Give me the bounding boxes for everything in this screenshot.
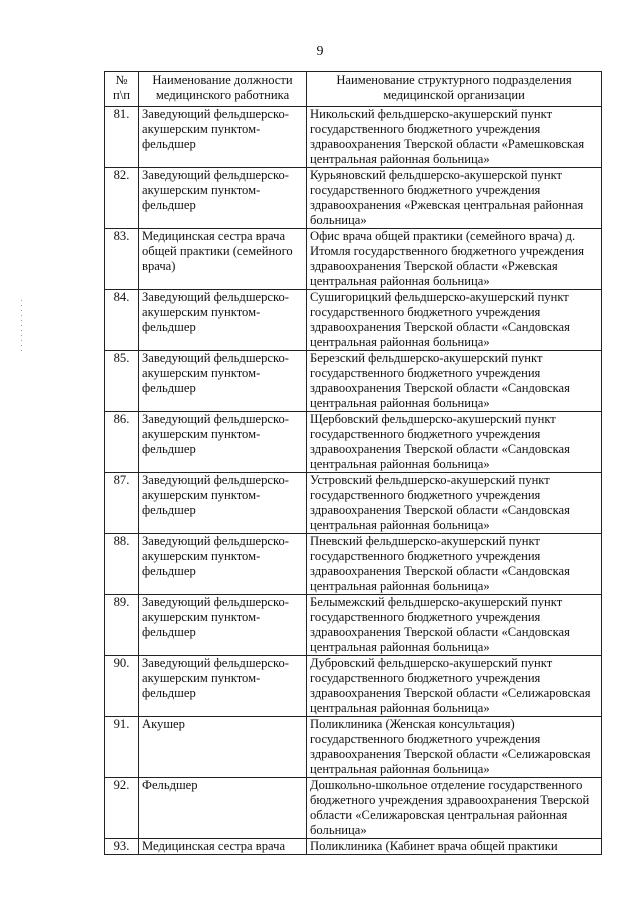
row-position: Акушер — [139, 717, 307, 778]
row-position: Заведующий фельдшерско-акушерским пунктом-фельдшер — [139, 534, 307, 595]
row-number: 81. — [105, 107, 139, 168]
row-organization: Никольский фельдшерско-акушерский пункт государственного бюджетного учреждения здравоохранения Тверской области «Рамешковская центральная районная больница» — [307, 107, 602, 168]
row-organization: Щербовский фельдшерско-акушерский пункт государственного бюджетного учреждения здравоохранения Тверской области «Сандовская центральная районная больница» — [307, 412, 602, 473]
row-number: 82. — [105, 168, 139, 229]
row-number: 90. — [105, 656, 139, 717]
row-number: 85. — [105, 351, 139, 412]
table-row — [105, 534, 602, 595]
row-organization: Устровский фельдшерско-акушерский пункт государственного бюджетного учреждения здравоохранения Тверской области «Сандовская центральная районная больница» — [307, 473, 602, 534]
row-position: Фельдшер — [139, 778, 307, 839]
row-position: Заведующий фельдшерско-акушерским пунктом-фельдшер — [139, 473, 307, 534]
header-position: Наименование должности медицинского работника — [139, 72, 307, 107]
row-number: 83. — [105, 229, 139, 290]
row-organization: Поликлиника (Женская консультация) государственного бюджетного учреждения здравоохранения Тверской области «Селижаровская центральная районная больница» — [307, 717, 602, 778]
table-row — [105, 778, 602, 839]
row-organization: Курьяновский фельдшерско-акушерской пункт государственного бюджетного учреждения здравоохранения «Ржевская центральная районная больница» — [307, 168, 602, 229]
table-row — [105, 168, 602, 229]
row-number: 84. — [105, 290, 139, 351]
row-position: Медицинская сестра врача общей практики (семейного врача) — [139, 229, 307, 290]
row-position: Заведующий фельдшерско-акушерским пунктом-фельдшер — [139, 656, 307, 717]
row-position: Медицинская сестра врача — [139, 839, 307, 855]
row-position: Заведующий фельдшерско-акушерским пунктом-фельдшер — [139, 412, 307, 473]
table-row — [105, 107, 602, 168]
margin-scan-mark — [21, 300, 22, 352]
row-number: 88. — [105, 534, 139, 595]
row-position: Заведующий фельдшерско-акушерским пунктом-фельдшер — [139, 595, 307, 656]
row-number: 87. — [105, 473, 139, 534]
row-organization: Поликлиника (Кабинет врача общей практики — [307, 839, 602, 855]
row-organization: Березский фельдшерско-акушерский пункт государственного бюджетного учреждения здравоохранения Тверской области «Сандовская центральная районная больница» — [307, 351, 602, 412]
page-number: 9 — [316, 44, 324, 59]
row-organization: Офис врача общей практики (семейного врача) д. Итомля государственного бюджетного учреждения здравоохранения Тверской области «Ржевская центральная районная больница» — [307, 229, 602, 290]
row-organization: Пневский фельдшерско-акушерский пункт государственного бюджетного учреждения здравоохранения Тверской области «Сандовская центральная районная больница» — [307, 534, 602, 595]
row-number: 89. — [105, 595, 139, 656]
row-organization: Белымежский фельдшерско-акушерский пункт государственного бюджетного учреждения здравоохранения Тверской области «Сандовская центральная районная больница» — [307, 595, 602, 656]
table-row — [105, 656, 602, 717]
row-organization: Дошкольно-школьное отделение государственного бюджетного учреждения здравоохранения Тверской области «Селижаровская центральная районная больница» — [307, 778, 602, 839]
table-row — [105, 473, 602, 534]
row-number: 91. — [105, 717, 139, 778]
table-row — [105, 229, 602, 290]
row-position: Заведующий фельдшерско-акушерским пунктом-фельдшер — [139, 290, 307, 351]
table-row — [105, 717, 602, 778]
header-organization: Наименование структурного подразделения медицинской организации — [307, 72, 602, 107]
table-header-row — [105, 72, 602, 107]
row-number: 92. — [105, 778, 139, 839]
row-number: 86. — [105, 412, 139, 473]
row-organization: Сушигорицкий фельдшерско-акушерский пункт государственного бюджетного учреждения здравоохранения Тверской области «Сандовская центральная районная больница» — [307, 290, 602, 351]
table-row — [105, 595, 602, 656]
table-row — [105, 412, 602, 473]
row-position: Заведующий фельдшерско-акушерским пунктом-фельдшер — [139, 168, 307, 229]
row-position: Заведующий фельдшерско-акушерским пунктом-фельдшер — [139, 351, 307, 412]
row-number: 93. — [105, 839, 139, 855]
header-num: № п\п — [105, 72, 139, 107]
row-position: Заведующий фельдшерско-акушерским пунктом-фельдшер — [139, 107, 307, 168]
table-row — [105, 839, 602, 855]
row-organization: Дубровский фельдшерско-акушерский пункт государственного бюджетного учреждения здравоохранения Тверской области «Селижаровская центральная районная больница» — [307, 656, 602, 717]
table-row — [105, 351, 602, 412]
staff-positions-table — [104, 71, 602, 855]
table-row — [105, 290, 602, 351]
